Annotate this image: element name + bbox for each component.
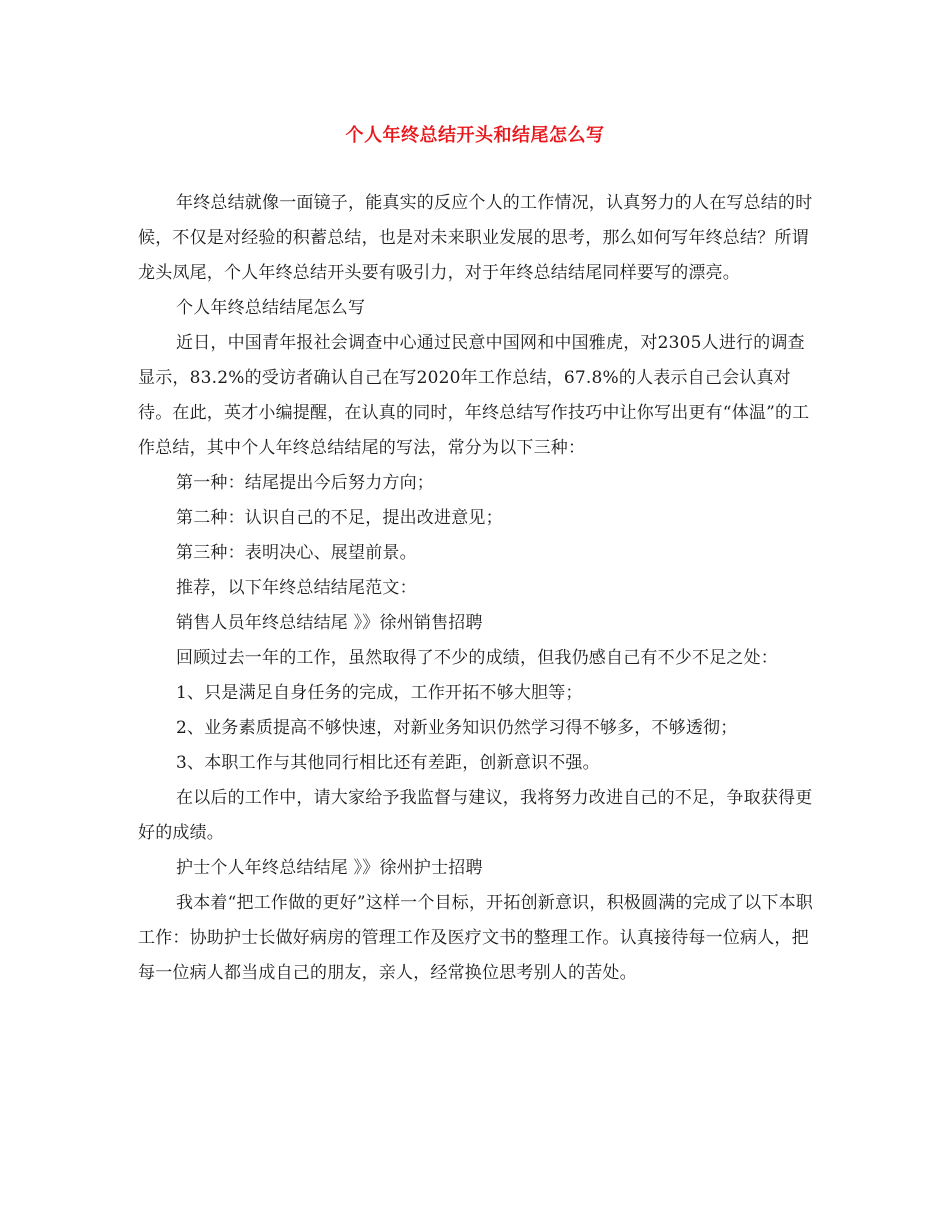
method-item-3: 第三种：表明决心、展望前景。 (176, 543, 417, 563)
sales-review-paragraph: 回顾过去一年的工作，虽然取得了不少的成绩，但我仍感自己有不少不足之处： (176, 648, 778, 668)
sales-shortcoming-3: 3、本职工作与其他同行相比还有差距，创新意识不强。 (176, 753, 600, 773)
sales-example-heading: 销售人员年终总结结尾 》》徐州销售招聘 (176, 613, 483, 633)
nurse-paragraph: 我本着“把工作做的更好”这样一个目标，开拓创新意识，积极圆满的完成了以下本职工作：协助护士长做好病房的管理工作及医疗文书的整理工作。认真接待每一位病人，把每一位病人都当成自己的朋友，亲人，经常换位思考别人的苦处。 (138, 893, 813, 983)
survey-paragraph: 近日，中国青年报社会调查中心通过民意中国网和中国雅虎，对2305人进行的调查显示，83.2%的受访者确认自己在写2020年工作总结，67.8%的人表示自己会认真对待。在此，英才小编提醒，在认真的同时，年终总结写作技巧中让你写出更有“体温”的工作总结，其中个人年终总结结尾的写法，常分为以下三种： (138, 333, 810, 458)
section-heading-ending: 个人年终总结结尾怎么写 (176, 298, 366, 318)
method-item-1: 第一种：结尾提出今后努力方向； (176, 473, 434, 493)
method-item-2: 第二种：认识自己的不足，提出改进意见； (176, 508, 503, 528)
sales-shortcoming-2: 2、业务素质提高不够快速，对新业务知识仍然学习得不够多，不够透彻； (176, 718, 738, 738)
document-title: 个人年终总结开头和结尾怎么写 (345, 125, 605, 146)
nurse-example-heading: 护士个人年终总结结尾 》》徐州护士招聘 (176, 858, 483, 878)
sales-shortcoming-1: 1、只是满足自身任务的完成，工作开拓不够大胆等； (176, 683, 583, 703)
document-body (138, 186, 818, 991)
sales-closing-paragraph: 在以后的工作中，请大家给予我监督与建议，我将努力改进自己的不足，争取获得更好的成绩。 (138, 788, 813, 843)
intro-paragraph: 年终总结就像一面镜子，能真实的反应个人的工作情况，认真努力的人在写总结的时候，不仅是对经验的积蓄总结，也是对未来职业发展的思考，那么如何写年终总结？所谓龙头凤尾，个人年终总结开头要有吸引力，对于年终总结结尾同样要写的漂亮。 (138, 193, 813, 283)
recommend-paragraph: 推荐，以下年终总结结尾范文： (176, 578, 417, 598)
